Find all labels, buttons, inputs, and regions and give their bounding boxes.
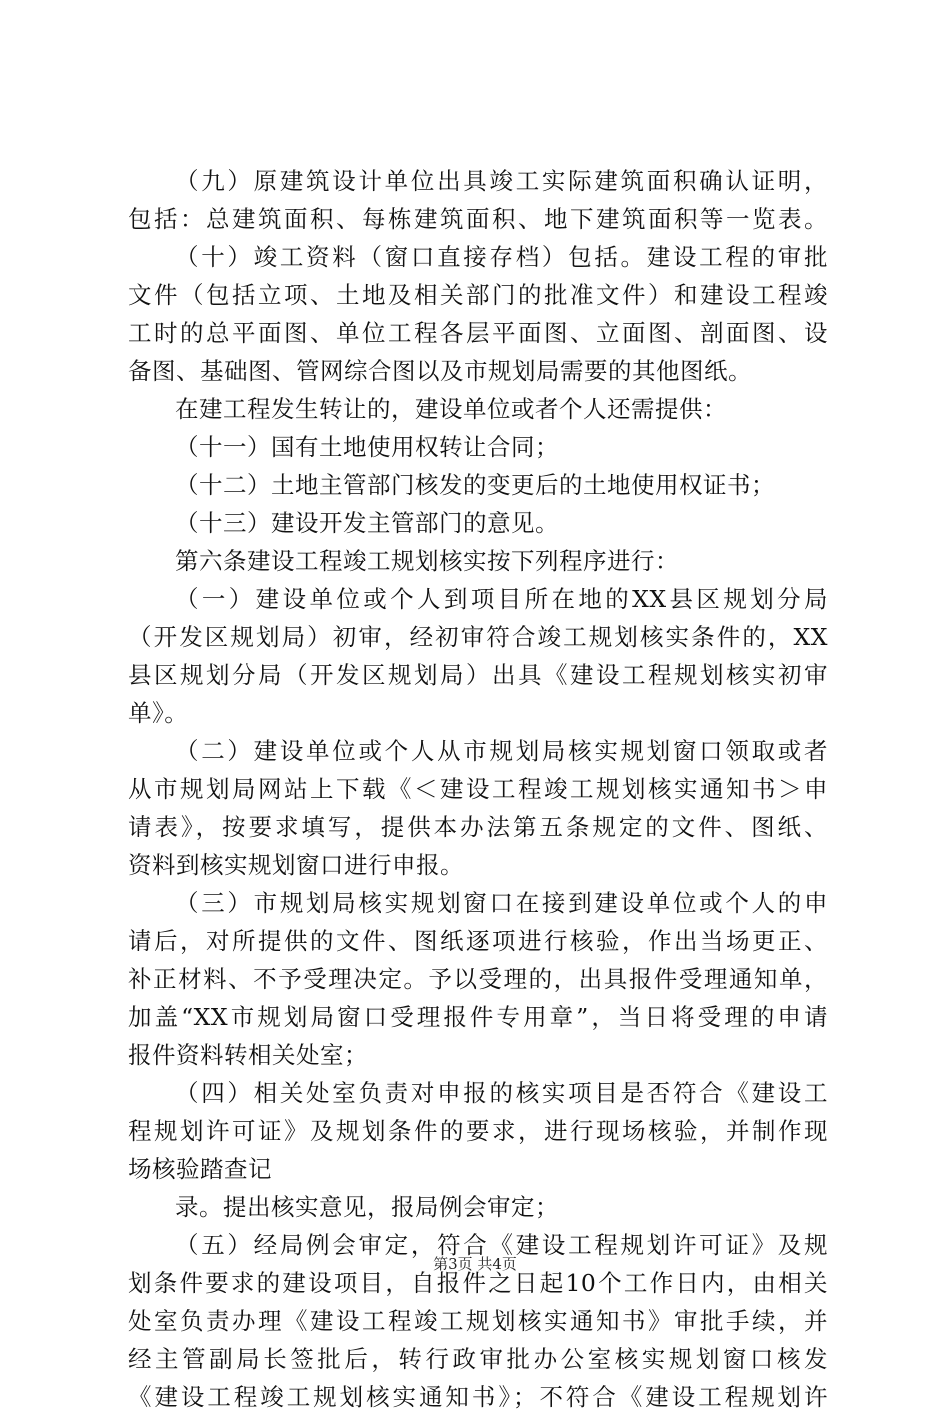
text-line: 报件资料转相关处室； xyxy=(128,1041,368,1069)
text-line: 《建设工程竣工规划核实通知书》；不符合《建设工程规划许 xyxy=(128,1383,828,1411)
text-line: 文件（包括立项、土地及相关部门的批准文件）和建设工程竣 xyxy=(128,281,828,309)
page-footer: 第3页 共4页 xyxy=(433,1255,517,1273)
text-line: 备图、基础图、管网综合图以及市规划局需要的其他图纸。 xyxy=(128,357,752,385)
text-line: 划条件要求的建设项目，自报件之日起10个工作日内，由相关 xyxy=(128,1269,828,1297)
text-line: （四）相关处室负责对申报的核实项目是否符合《建设工 xyxy=(175,1079,828,1107)
text-line: （十）竣工资料（窗口直接存档）包括。建设工程的审批 xyxy=(175,243,828,271)
text-line: 工时的总平面图、单位工程各层平面图、立面图、剖面图、设 xyxy=(128,319,828,347)
text-line: （十二）土地主管部门核发的变更后的土地使用权证书； xyxy=(175,471,775,499)
text-line: 县区规划分局（开发区规划局）出具《建设工程规划核实初审 xyxy=(128,661,828,689)
text-line: 在建工程发生转让的，建设单位或者个人还需提供： xyxy=(175,395,727,423)
text-line: 场核验踏查记 xyxy=(128,1155,272,1183)
text-line: 请后，对所提供的文件、图纸逐项进行核验，作出当场更正、 xyxy=(128,927,828,955)
text-line: 从市规划局网站上下载《＜建设工程竣工规划核实通知书＞申 xyxy=(128,775,828,803)
text-line: 包括：总建筑面积、每栋建筑面积、地下建筑面积等一览表。 xyxy=(128,205,828,233)
text-line: （十三）建设开发主管部门的意见。 xyxy=(175,509,559,537)
document-body xyxy=(128,162,828,1416)
text-line: 程规划许可证》及规划条件的要求，进行现场核验，并制作现 xyxy=(128,1117,828,1145)
text-line: 加盖“XX市规划局窗口受理报件专用章”，当日将受理的申请 xyxy=(128,1003,828,1031)
text-line: 补正材料、不予受理决定。予以受理的，出具报件受理通知单， xyxy=(128,965,828,993)
text-line: （九）原建筑设计单位出具竣工实际建筑面积确认证明， xyxy=(175,167,828,195)
text-line: 录。提出核实意见，报局例会审定； xyxy=(175,1193,559,1221)
text-line: 第六条建设工程竣工规划核实按下列程序进行： xyxy=(175,547,679,575)
text-line: （开发区规划局）初审，经初审符合竣工规划核实条件的，XX xyxy=(128,623,828,651)
text-line: （一）建设单位或个人到项目所在地的XX县区规划分局 xyxy=(175,585,828,613)
text-line: 处室负责办理《建设工程竣工规划核实通知书》审批手续，并 xyxy=(128,1307,828,1335)
text-line: （二）建设单位或个人从市规划局核实规划窗口领取或者 xyxy=(175,737,828,765)
text-line: （十一）国有土地使用权转让合同； xyxy=(175,433,559,461)
text-line: （五）经局例会审定，符合《建设工程规划许可证》及规 xyxy=(175,1231,828,1259)
text-line: （三）市规划局核实规划窗口在接到建设单位或个人的申 xyxy=(175,889,828,917)
text-line: 经主管副局长签批后，转行政审批办公室核实规划窗口核发 xyxy=(128,1345,828,1373)
text-line: 资料到核实规划窗口进行申报。 xyxy=(128,851,464,879)
text-line: 请表》，按要求填写，提供本办法第五条规定的文件、图纸、 xyxy=(128,813,828,841)
text-line: 单》。 xyxy=(128,699,189,727)
